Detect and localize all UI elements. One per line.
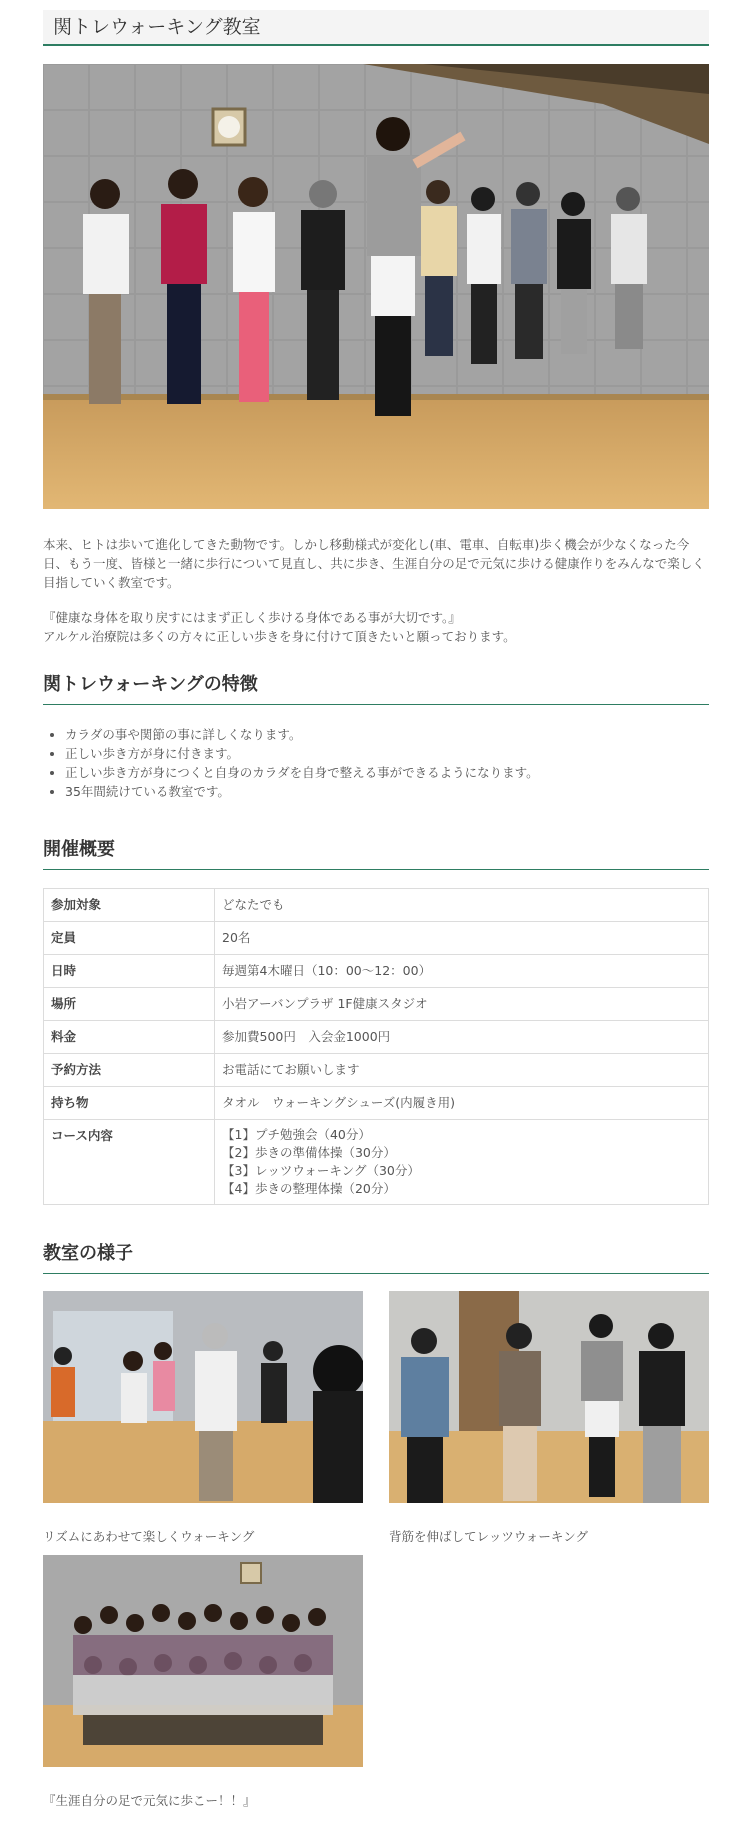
gallery-heading: 教室の様子 (43, 1239, 709, 1274)
row-value: 毎週第4木曜日（10：00～12：00） (215, 955, 709, 988)
table-row (44, 988, 709, 1021)
intro-quote: 『健康な身体を取り戻すにはまず正しく歩ける身体である事が大切です。』 (43, 610, 461, 625)
row-label: 場所 (44, 988, 215, 1021)
row-value: 20名 (215, 922, 709, 955)
gallery-caption: リズムにあわせて楽しくウォーキング (43, 1529, 255, 1544)
table-row (44, 922, 709, 955)
row-value: どなたでも (215, 889, 709, 922)
row-label: 日時 (44, 955, 215, 988)
course-line: 【1】プチ勉強会（40分） (222, 1127, 371, 1142)
gallery-photo-illustration (43, 1291, 363, 1503)
gallery-caption: 背筋を伸ばしてレッツウォーキング (389, 1529, 589, 1544)
intro-wish: アルケル治療院は多くの方々に正しい歩きを身に付けて頂きたいと願っております。 (43, 629, 516, 644)
gallery-photo (43, 1555, 363, 1767)
gallery-photo (43, 1291, 363, 1503)
row-label: コース内容 (44, 1120, 215, 1205)
row-label: 参加対象 (44, 889, 215, 922)
list-item: • 35年間続けている教室です。 (65, 782, 709, 801)
course-content (215, 1120, 709, 1205)
gallery-photo-illustration (389, 1291, 709, 1503)
features-heading: 関トレウォーキングの特徴 (43, 670, 709, 705)
list-item: • 正しい歩き方が身に付きます。 (65, 744, 709, 763)
features-list (43, 725, 709, 801)
row-value: タオル ウォーキングシューズ(内履き用) (215, 1087, 709, 1120)
features-section (43, 670, 709, 801)
row-label: 定員 (44, 922, 215, 955)
table-row (44, 955, 709, 988)
course-line: 【2】歩きの準備体操（30分） (222, 1145, 396, 1160)
overview-table (43, 888, 709, 1205)
table-row (44, 1021, 709, 1054)
row-label: 持ち物 (44, 1087, 215, 1120)
table-row (44, 1087, 709, 1120)
row-label: 予約方法 (44, 1054, 215, 1087)
course-line: 【4】歩きの整理体操（20分） (222, 1181, 396, 1196)
row-value: 小岩アーバンプラザ 1F健康スタジオ (215, 988, 709, 1021)
gallery-caption: 『生涯自分の足で元気に歩こー！！』 (43, 1793, 256, 1808)
gallery-grid (43, 1291, 709, 1821)
gallery-photo-illustration (43, 1555, 363, 1767)
gallery-photo (389, 1291, 709, 1503)
content (43, 10, 709, 1821)
overview-section (43, 835, 709, 1205)
table-row (44, 889, 709, 922)
intro-text (43, 535, 709, 646)
hero-photo-illustration (43, 64, 709, 509)
row-label: 料金 (44, 1021, 215, 1054)
table-row (44, 1054, 709, 1087)
table-row (44, 1120, 709, 1205)
hero-photo (43, 64, 709, 509)
overview-heading: 開催概要 (43, 835, 709, 870)
list-item: • カラダの事や関節の事に詳しくなります。 (65, 725, 709, 744)
gallery-section (43, 1239, 709, 1821)
row-value: 参加費500円 入会金1000円 (215, 1021, 709, 1054)
list-item: • 正しい歩き方が身につくと自身のカラダを自身で整える事ができるようになります。 (65, 763, 709, 782)
page-title: 関トレウォーキング教室 (43, 10, 709, 46)
row-value: お電話にてお願いします (215, 1054, 709, 1087)
intro-paragraph: 本来、ヒトは歩いて進化してきた動物です。しかし移動様式が変化し(車、電車、自転車)歩く機会が少なくなった今日、もう一度、皆様と一緒に歩行について見直し、共に歩き、生涯自分の足で元気に歩ける健康作りをみんなで楽しく目指していく教室です。 (43, 537, 705, 590)
course-line: 【3】レッツウォーキング（30分） (222, 1163, 420, 1178)
